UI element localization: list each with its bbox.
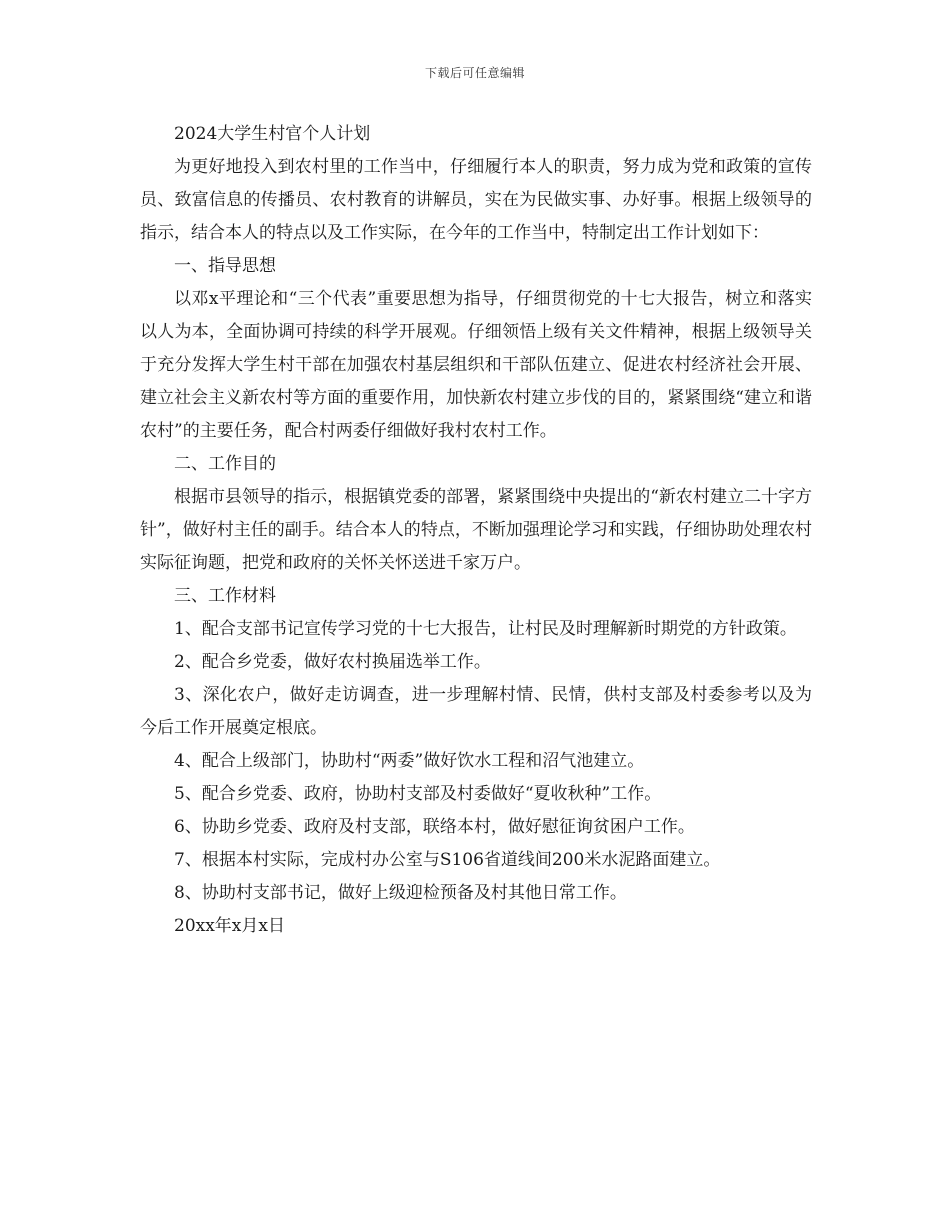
list-item: 4、配合上级部门，协助村“两委”做好饮水工程和沼气池建立。 [174, 751, 645, 771]
document-date: 20xx年x月x日 [174, 916, 285, 936]
list-item: 6、协助乡党委、政府及村支部，联络本村，做好慰征询贫困户工作。 [174, 817, 695, 837]
header-note: 下载后可任意编辑 [424, 66, 525, 80]
list-item: 1、配合支部书记宣传学习党的十七大报告，让村民及时理解新时期党的方针政策。 [174, 619, 797, 639]
intro-paragraph: 为更好地投入到农村里的工作当中，仔细履行本人的职责，努力成为党和政策的宣传员、致富信息的传播员、农村教育的讲解员，实在为民做实事、办好事。根据上级领导的指示，结合本人的特点以及工作实际，在今年的工作当中，特制定出工作计划如下： [140, 157, 812, 243]
guiding-thought-paragraph: 以邓x平理论和“三个代表”重要思想为指导，仔细贯彻党的十七大报告，树立和落实以人为本，全面协调可持续的科学开展观。仔细领悟上级有关文件精神，根据上级领导关于充分发挥大学生村干部在加强农村基层组织和干部队伍建立、促进农村经济社会开展、建立社会主义新农村等方面的重要作用，加快新农村建立步伐的目的，紧紧围绕“建立和谐农村”的主要任务，配合村两委仔细做好我村农村工作。 [140, 289, 812, 441]
section-heading-work-materials: 三、工作材料 [174, 586, 276, 606]
document-body [140, 118, 812, 943]
list-item: 7、根据本村实际，完成村办公室与S106省道线间200米水泥路面建立。 [174, 850, 721, 870]
section-heading-guiding-thought: 一、指导思想 [174, 256, 276, 276]
list-item: 2、配合乡党委，做好农村换届选举工作。 [174, 652, 491, 672]
list-item: 5、配合乡党委、政府，协助村支部及村委做好“夏收秋种”工作。 [174, 784, 662, 804]
list-item: 3、深化农户，做好走访调查，进一步理解村情、民情，供村支部及村委参考以及为今后工作开展奠定根底。 [140, 685, 812, 738]
list-item: 8、协助村支部书记，做好上级迎检预备及村其他日常工作。 [174, 883, 627, 903]
document-title: 2024大学生村官个人计划 [174, 124, 371, 144]
section-heading-work-goal: 二、工作目的 [174, 454, 276, 474]
work-goal-paragraph: 根据市县领导的指示，根据镇党委的部署，紧紧围绕中央提出的“新农村建立二十字方针”，做好村主任的副手。结合本人的特点，不断加强理论学习和实践，仔细协助处理农村实际征询题，把党和政府的关怀关怀送进千家万户。 [140, 487, 812, 573]
